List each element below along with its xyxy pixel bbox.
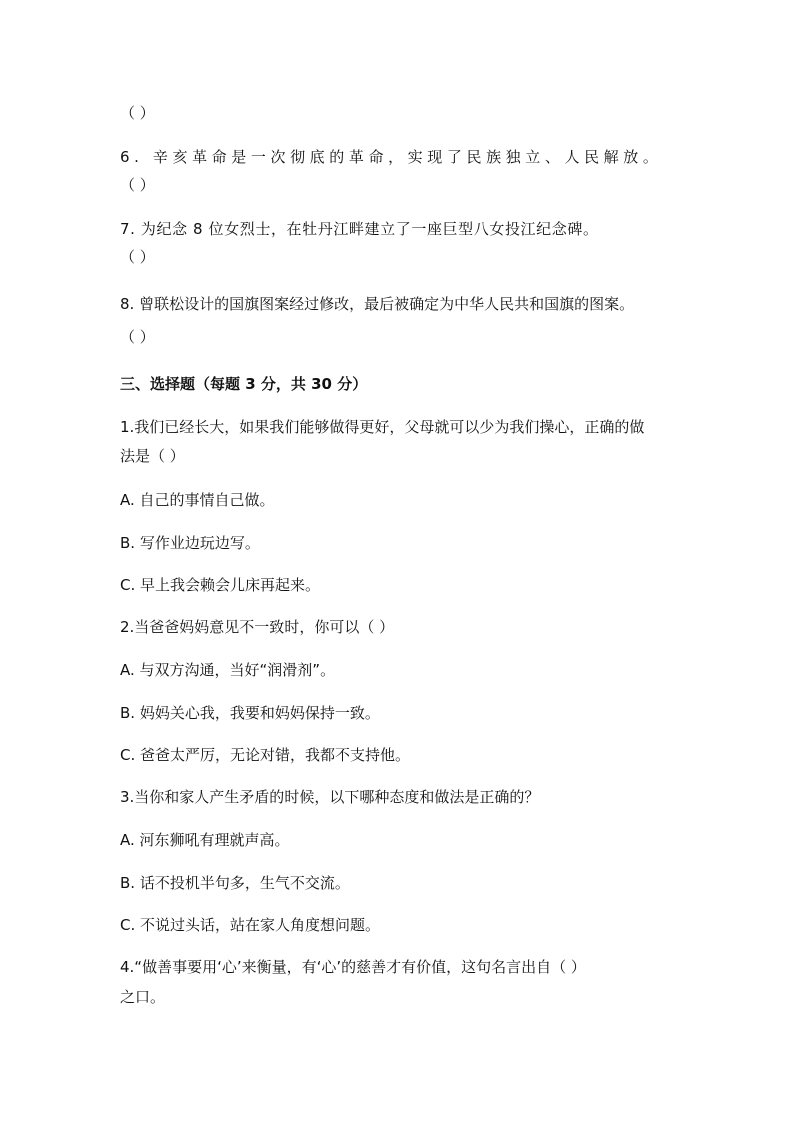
question-3-option-b: B. 话不投机半句多，生气不交流。 — [120, 874, 350, 892]
q6-answer-paren: （ ） — [120, 176, 155, 194]
q8-answer-paren: （ ） — [120, 328, 155, 346]
question-2-stem: 2.当爸爸妈妈意见不一致时，你可以（ ） — [120, 618, 395, 636]
question-2-option-c: C. 爸爸太严厉，无论对错，我都不支持他。 — [120, 746, 411, 764]
question-2-option-a: A. 与双方沟通，当好“润滑剂”。 — [120, 661, 336, 679]
section-title: 三、选择题（每题 3 分，共 30 分） — [120, 375, 368, 393]
question-1-stem-cont: 法是（ ） — [120, 447, 185, 465]
q8-text: 8. 曾联松设计的国旗图案经过修改，最后被确定为中华人民共和国旗的图案。 — [120, 295, 635, 313]
question-1-option-a: A. 自己的事情自己做。 — [120, 491, 275, 509]
q7-text: 7. 为纪念 8 位女烈士，在牡丹江畔建立了一座巨型八女投江纪念碑。 — [120, 220, 599, 238]
question-3-stem: 3.当你和家人产生矛盾的时候，以下哪种态度和做法是正确的？ — [120, 788, 540, 806]
question-4-stem-cont: 之口。 — [120, 988, 166, 1006]
question-4-stem: 4.“做善事要用‘心’来衡量，有‘心’的慈善才有价值，这句名言出自（ ） — [120, 958, 586, 976]
question-2-option-b: B. 妈妈关心我，我要和妈妈保持一致。 — [120, 704, 380, 722]
question-3-option-a: A. 河东狮吼有理就声高。 — [120, 831, 290, 849]
question-1-stem: 1.我们已经长大，如果我们能够做得更好，父母就可以少为我们操心，正确的做 — [120, 418, 645, 436]
q6-text: 6. 辛亥革命是一次彻底的革命，实现了民族独立、人民解放。 — [120, 148, 663, 166]
question-1-option-c: C. 早上我会赖会儿床再起来。 — [120, 576, 321, 594]
q5-answer-paren: （ ） — [120, 104, 155, 122]
q7-answer-paren: （ ） — [120, 248, 155, 266]
question-1-option-b: B. 写作业边玩边写。 — [120, 534, 260, 552]
question-3-option-c: C. 不说过头话，站在家人角度想问题。 — [120, 916, 381, 934]
